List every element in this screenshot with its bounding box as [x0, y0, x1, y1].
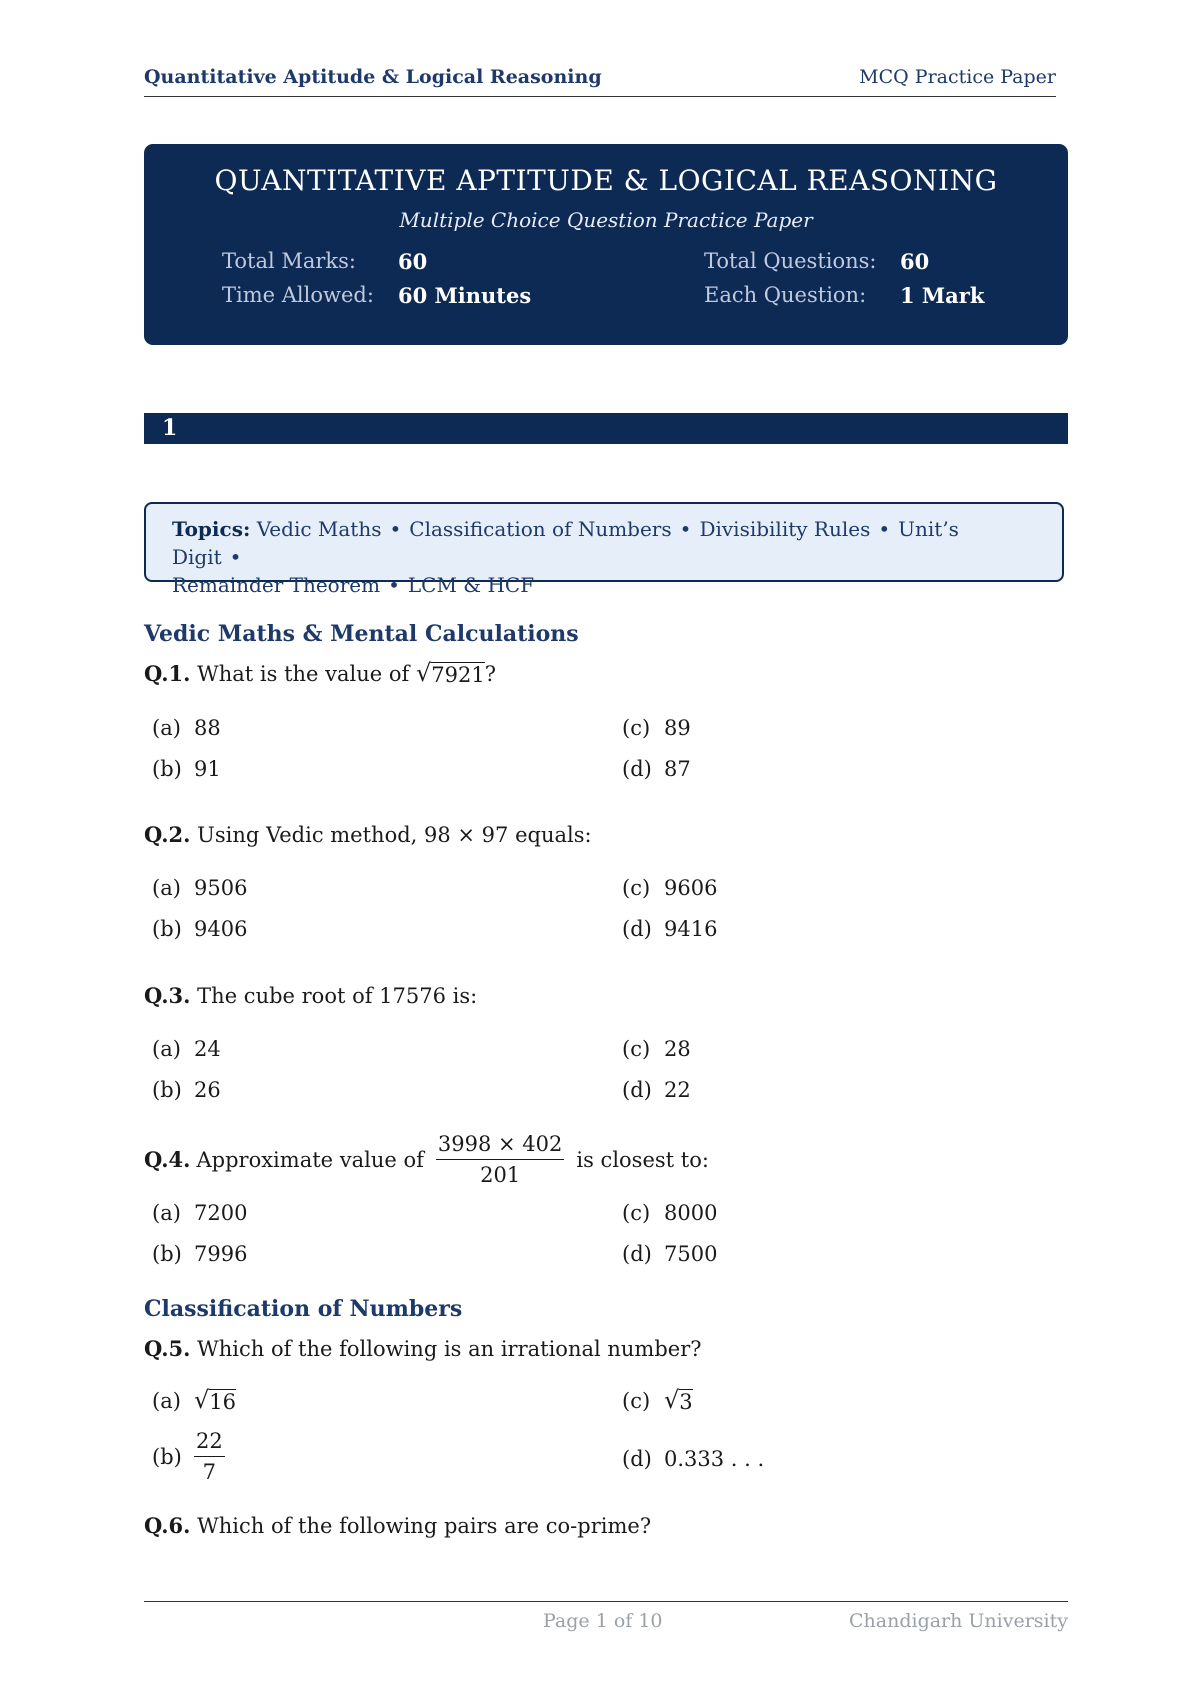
option-b[interactable] [144, 917, 247, 941]
time-allowed-row [222, 283, 531, 308]
fraction [436, 1131, 564, 1188]
option-c[interactable] [614, 1037, 691, 1061]
option-label: (c) [622, 1037, 651, 1061]
option-text: 7200 [194, 1201, 248, 1225]
question-number: Q.4. [144, 1147, 191, 1172]
option-a[interactable] [144, 1386, 237, 1414]
question-text-end: ? [484, 662, 496, 686]
title-box [144, 144, 1068, 345]
fraction-numerator: 22 [194, 1428, 225, 1457]
option-b[interactable] [144, 1078, 221, 1102]
option-d[interactable] [614, 757, 691, 781]
option-label: (c) [622, 716, 651, 740]
topic-item: Divisibility Rules [699, 517, 871, 541]
paper-subtitle: Multiple Choice Question Practice Paper [399, 208, 813, 232]
question-text-end: is closest to: [576, 1147, 709, 1172]
option-text: 7500 [664, 1242, 718, 1266]
time-allowed-label: Time Allowed: [222, 283, 374, 307]
bullet-separator: • [878, 517, 891, 541]
running-header [144, 66, 1056, 97]
option-d[interactable] [614, 1447, 764, 1471]
each-question-label: Each Question: [704, 283, 867, 307]
option-label: (d) [622, 1447, 652, 1471]
paper-title: QUANTITATIVE APTITUDE & LOGICAL REASONING [214, 164, 998, 197]
bullet-separator: • [229, 545, 242, 569]
option-d[interactable] [614, 917, 717, 941]
question-text: Which of the following pairs are co-prime? [197, 1514, 652, 1538]
footer-institution: Chandigarh University [848, 1610, 1068, 1632]
total-questions-row [704, 249, 929, 274]
option-text: 87 [664, 757, 691, 781]
subsection-heading-vedic: Vedic Maths & Mental Calculations [144, 621, 579, 647]
option-text: 28 [664, 1037, 691, 1061]
topic-item: Vedic Maths [256, 517, 382, 541]
option-label: (c) [622, 1201, 651, 1225]
question-text: The cube root of 17576 is: [197, 984, 478, 1008]
bullet-separator: • [388, 573, 400, 597]
fraction-denominator: 201 [480, 1163, 521, 1187]
option-text: 24 [194, 1037, 221, 1061]
option-label: (a) [152, 1201, 181, 1225]
topic-item: LCM & HCF [407, 573, 535, 597]
fraction-denominator: 7 [202, 1460, 217, 1484]
option-c[interactable] [614, 716, 691, 740]
question-3 [144, 983, 477, 1008]
option-b[interactable] [144, 757, 221, 781]
question-number: Q.2. [144, 822, 191, 847]
topics-box [144, 502, 1064, 597]
fraction [194, 1428, 225, 1485]
option-label: (c) [622, 876, 651, 900]
option-label: (a) [152, 1389, 181, 1413]
question-text: What is the value of [197, 662, 416, 686]
option-d[interactable] [614, 1078, 691, 1102]
total-marks-value: 60 [398, 249, 428, 274]
total-questions-value: 60 [900, 249, 930, 274]
option-a[interactable] [144, 716, 221, 740]
total-questions-label: Total Questions: [704, 249, 877, 273]
header-left-title: Quantitative Aptitude & Logical Reasoning [144, 66, 602, 88]
option-text: 9506 [194, 876, 248, 900]
topic-item: Unit’s Digit [172, 517, 959, 569]
option-label: (d) [622, 757, 652, 781]
option-a[interactable] [144, 876, 247, 900]
option-label: (d) [622, 917, 652, 941]
question-text: Which of the following is an irrational number? [197, 1337, 702, 1361]
option-c[interactable] [614, 1201, 717, 1225]
question-number: Q.1. [144, 661, 191, 686]
option-label: (d) [622, 1078, 652, 1102]
option-label: (b) [152, 757, 182, 781]
square-root: √ 16 [194, 1386, 237, 1414]
option-label: (b) [152, 917, 182, 941]
question-2 [144, 822, 592, 847]
radicand: 3 [679, 1390, 693, 1414]
header-right-title: MCQ Practice Paper [859, 66, 1056, 88]
subsection-heading-classification: Classification of Numbers [144, 1296, 463, 1322]
square-root: √ 7921 [415, 659, 485, 687]
option-text: 22 [664, 1078, 691, 1102]
option-text: 7996 [194, 1242, 248, 1266]
question-5 [144, 1336, 702, 1361]
option-b[interactable] [144, 1428, 231, 1485]
option-label: (a) [152, 1037, 181, 1061]
option-d[interactable] [614, 1242, 717, 1266]
option-a[interactable] [144, 1201, 247, 1225]
section-number: 1 [162, 415, 178, 441]
option-label: (b) [152, 1078, 182, 1102]
option-a[interactable] [144, 1037, 221, 1061]
each-question-value: 1 Mark [900, 283, 985, 308]
topics-label: Topics: [172, 517, 251, 541]
option-label: (c) [622, 1389, 651, 1413]
question-number: Q.5. [144, 1336, 191, 1361]
total-marks-row [222, 249, 427, 274]
option-b[interactable] [144, 1242, 247, 1266]
option-text: 0.333 . . . [664, 1447, 765, 1471]
option-label: (a) [152, 876, 181, 900]
question-text: Approximate value of [196, 1147, 424, 1172]
radicand: 7921 [431, 663, 485, 687]
option-text: 89 [664, 716, 691, 740]
option-label: (d) [622, 1242, 652, 1266]
question-number: Q.6. [144, 1513, 191, 1538]
topic-item: Remainder Theorem [172, 573, 381, 597]
question-text: Using Vedic method, 98 × 97 equals: [197, 823, 592, 847]
option-label: (b) [152, 1444, 182, 1469]
section-bar [144, 413, 1068, 444]
option-text: 9606 [664, 876, 718, 900]
option-text: 91 [194, 757, 221, 781]
option-text: 9416 [664, 917, 718, 941]
radicand: 16 [209, 1390, 237, 1414]
question-4 [144, 1131, 709, 1188]
question-1 [144, 661, 496, 686]
option-text: 26 [194, 1078, 221, 1102]
option-c[interactable] [614, 876, 717, 900]
topic-item: Classification of Numbers [409, 517, 672, 541]
question-number: Q.3. [144, 983, 191, 1008]
option-label: (b) [152, 1242, 182, 1266]
option-text: 9406 [194, 917, 248, 941]
total-marks-label: Total Marks: [222, 249, 357, 273]
footer-divider [144, 1601, 1068, 1602]
each-question-row [704, 283, 984, 308]
bullet-separator: • [389, 517, 402, 541]
option-text: 88 [194, 716, 221, 740]
option-label: (a) [152, 716, 181, 740]
square-root: √ 3 [664, 1386, 693, 1414]
page-number: Page 1 of 10 [543, 1610, 663, 1632]
option-c[interactable] [614, 1386, 693, 1414]
question-6 [144, 1513, 651, 1538]
time-allowed-value: 60 Minutes [398, 283, 532, 308]
fraction-numerator: 3998 × 402 [436, 1131, 564, 1160]
bullet-separator: • [679, 517, 692, 541]
option-text: 8000 [664, 1201, 718, 1225]
